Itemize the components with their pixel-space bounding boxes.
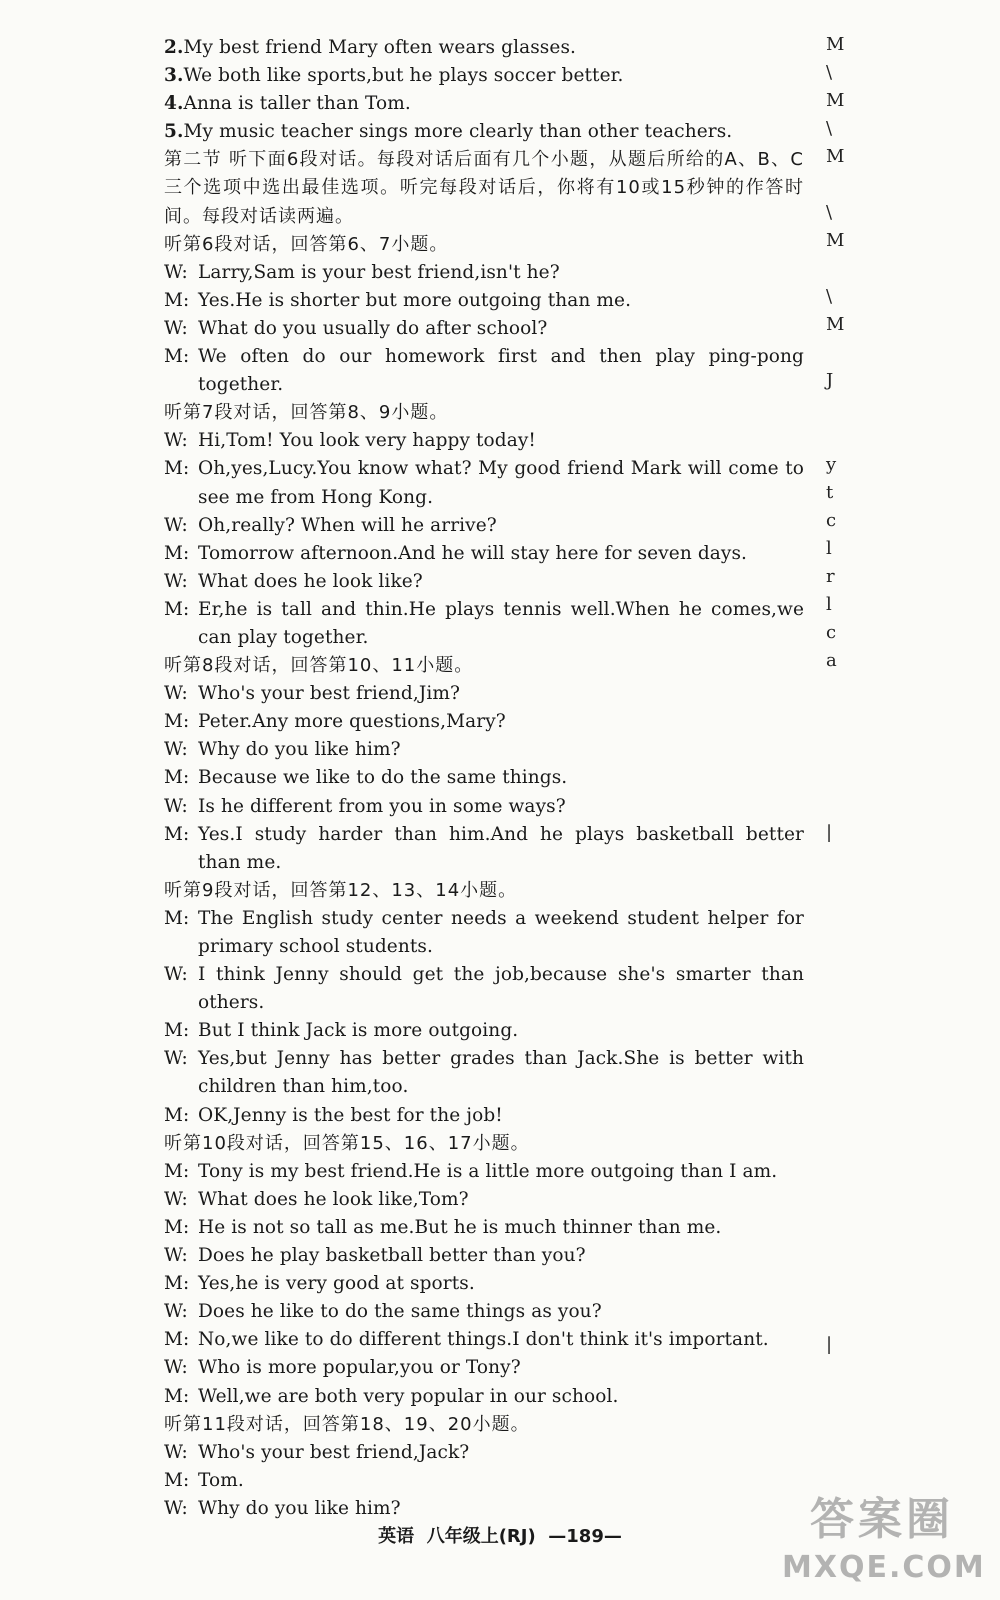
speaker-label: M: [164,907,190,929]
dialogue-line [164,343,804,399]
dialogue-text: Er,he is tall and thin.He plays tennis well.When he comes,we can play together. [198,598,804,648]
dialogue-text: But I think Jack is more outgoing. [198,1020,519,1042]
dialogue-text: OK,Jenny is the best for the job! [198,1104,503,1126]
dialogue-line [164,1045,804,1101]
speaker-label: M: [164,458,190,480]
speaker-label: M: [164,767,190,789]
speaker-label: W: [164,683,188,705]
dialogue-text: The English study center needs a weekend student helper for primary school students. [198,907,804,957]
dialogue-text: Oh,really? When will he arrive? [198,514,497,536]
dialogue-line [164,1270,804,1298]
dialogue-text: Yes,he is very good at sports. [198,1273,475,1295]
dialogue-line [164,315,804,343]
dialogue-text: Does he like to do the same things as you? [198,1301,602,1323]
dialogue-line [164,1383,804,1411]
dialogue-text: What does he look like? [198,570,423,592]
dialogues [164,231,804,1523]
speaker-label: W: [164,964,188,986]
dialogue-line [164,1102,804,1130]
speaker-label: W: [164,261,188,283]
dialogue-heading: 听第8段对话，回答第10、11小题。 [164,655,474,677]
dialogue-text: Oh,yes,Lucy.You know what? My good friend Mark will come to see me from Hong Kong. [198,458,804,508]
dialogue-line [164,1439,804,1467]
dialogue-text: Tony is my best friend.He is a little more outgoing than I am. [198,1160,778,1182]
dialogue-line [164,708,804,736]
document-page: 2.My best friend Mary often wears glasses. 3.We both like sports,but he plays soccer better. 4.Anna is taller than Tom. 5.My music teacher sings more clearly than other teachers. 第二节 听下面6段对话。每段对话后面有几个小题，从题后所给的A、B、C三个选项中选出最佳选项。听完每段对话后，你将有10或15秒钟的作答时间。每段对话读两遍。 听第6段对话，回答第6、7小题。 W: Larry,Sam is your best friend,isn't he? M: Yes.He is shorter but more outgoing than me. W: What do you usually do after school? M: We often do our homework first and then play ping-pong together. 听第7段对话，回答第8、9小题。 W: Hi,Tom! You look very happy today! M: Oh,yes,Lucy.You know what? My good friend Mark will come to see me from Hong Kong. W: Oh,really? When will he arrive? M: Tomorrow afternoon.And he will stay here for seven days. W: What does he look like? M: Er,he is tall and thin.He plays tennis well.When he comes,we can play together. 听第8段对话，回答第10、11小题。 W: Who's your best friend,Jim? M: Peter.Any more questions,Mary? W: Why do you like him? M: Because we like to do the same things. W: Is he different from you in some ways? M: Yes.I study harder than him.And he plays basketball better than me. 听第9段对话，回答第12、13、14小题。 M: The English study center needs a weekend student helper for primary school students. W: I think Jenny should get the job,because she's smarter than others. M: But I think Jack is more outgoing. W: Yes,but Jenny has better grades than Jack.She is better with children than him,too. M: OK,Jenny is the best for the job! 听第10段对话，回答第15、16、17小题。 M: Tony is my best friend.He is a little more outgoing than I am. W: What does he look like,Tom? M: He is not so tall as me.But he is much thinner than me. W: Does he play basketball better than you? M: Yes,he is very good at sports. W: Does he like to do the same things as you? M: No,we like to do different things.I don't think it's important. W: Who is more popular,you or Tony? M: Well,we are both very popular in our school. 听第11段对话，回答第18、19、20小题。 W: Who's your best friend,Jack? M: Tom. W: Why do you like him? M \ M \ M \ M \ M J y t c l r l c a | | 英语 八年级上(RJ) —189— 答案圈 MXQE.COM [0,0,1000,1600]
dialogue-line [164,736,804,764]
dialogue-line [164,512,804,540]
speaker-label: W: [164,1245,188,1267]
speaker-label: M: [164,542,190,564]
dialogue-text: Yes.He is shorter but more outgoing than me. [198,289,632,311]
dialogue-line [164,596,804,652]
dialogue-line [164,821,804,877]
dialogue-heading: 听第10段对话，回答第15、16、17小题。 [164,1132,530,1154]
speaker-label: M: [164,1329,190,1351]
dialogue-text: Who's your best friend,Jim? [198,683,461,705]
speaker-label: W: [164,570,188,592]
speaker-label: W: [164,1357,188,1379]
dialogue-line [164,1158,804,1186]
dialogue-line [164,1467,804,1495]
speaker-label: M: [164,289,190,311]
dialogue-line [164,961,804,1017]
dialogue-line [164,1298,804,1326]
dialogue-text: We often do our homework first and then play ping-pong together. [198,346,804,396]
dialogue-text: Yes,but Jenny has better grades than Jack.She is better with children than him,too. [198,1048,804,1098]
speaker-label: W: [164,430,188,452]
dialogue-heading: 听第7段对话，回答第8、9小题。 [164,402,449,424]
dialogue-text: Hi,Tom! You look very happy today! [198,430,536,452]
dialogue-line [164,1354,804,1382]
dialogue-text: Peter.Any more questions,Mary? [198,711,506,733]
speaker-label: W: [164,1188,188,1210]
dialogue-line [164,680,804,708]
speaker-label: W: [164,1048,188,1070]
dialogue-text: Tomorrow afternoon.And he will stay here for seven days. [198,542,748,564]
dialogue-line [164,427,804,455]
dialogue-line [164,1017,804,1045]
dialogue-text: Well,we are both very popular in our school. [198,1385,619,1407]
page-footer: 英语 八年级上(RJ) —189— [378,1526,622,1547]
speaker-label: M: [164,346,190,368]
dialogue-line [164,905,804,961]
speaker-label: W: [164,1301,188,1323]
dialogue-line [164,764,804,792]
item-2: 2.My best friend Mary often wears glasses. [164,37,577,58]
speaker-label: W: [164,514,188,536]
dialogue-text: He is not so tall as me.But he is much thinner than me. [198,1216,722,1238]
dialogue-text: Who is more popular,you or Tony? [198,1357,521,1379]
speaker-label: W: [164,739,188,761]
speaker-label: W: [164,795,188,817]
speaker-label: M: [164,711,190,733]
speaker-label: M: [164,823,190,845]
dialogue-line [164,793,804,821]
dialogue-text: Because we like to do the same things. [198,767,568,789]
dialogue-heading: 听第11段对话，回答第18、19、20小题。 [164,1413,530,1435]
speaker-label: W: [164,1497,188,1519]
dialogue-line [164,259,804,287]
item-5: 5.My music teacher sings more clearly than other teachers. [164,121,733,143]
dialogue-line [164,1214,804,1242]
watermark-logo: 答案圈 MXQE.COM [782,1494,986,1585]
speaker-label: M: [164,598,190,620]
speaker-label: M: [164,1385,190,1407]
section-2-intro: 第二节 听下面6段对话。每段对话后面有几个小题，从题后所给的A、B、C三个选项中选出最佳选项。听完每段对话后，你将有10或15秒钟的作答时间。每段对话读两遍。 [164,149,804,227]
dialogue-text: Who's your best friend,Jack? [198,1441,470,1463]
dialogue-line [164,1326,804,1354]
speaker-label: W: [164,317,188,339]
speaker-label: M: [164,1104,190,1126]
dialogue-text: What does he look like,Tom? [198,1188,469,1210]
dialogue-line [164,568,804,596]
dialogue-text: Larry,Sam is your best friend,isn't he? [198,261,560,283]
dialogue-line [164,1495,804,1523]
dialogue-text: Why do you like him? [198,1497,401,1519]
dialogue-heading: 听第6段对话，回答第6、7小题。 [164,233,449,255]
dialogue-text: Does he play basketball better than you? [198,1245,586,1267]
speaker-label: M: [164,1273,190,1295]
dialogue-text: Why do you like him? [198,739,401,761]
item-4: 4.Anna is taller than Tom. [164,93,411,115]
dialogue-text: Is he different from you in some ways? [198,795,566,817]
dialogue-text: Yes.I study harder than him.And he plays basketball better than me. [198,823,804,873]
speaker-label: M: [164,1160,190,1182]
speaker-label: M: [164,1469,190,1491]
dialogue-line [164,1186,804,1214]
speaker-label: M: [164,1020,190,1042]
page-content [164,34,804,1523]
dialogue-text: No,we like to do different things.I don't think it's important. [198,1329,769,1351]
dialogue-line [164,1242,804,1270]
dialogue-heading: 听第9段对话，回答第12、13、14小题。 [164,879,518,901]
item-3: 3.We both like sports,but he plays soccer better. [164,65,624,87]
dialogue-line [164,287,804,315]
dialogue-text: Tom. [198,1469,244,1491]
dialogue-text: I think Jenny should get the job,because she's smarter than others. [198,964,804,1014]
dialogue-text: What do you usually do after school? [198,317,548,339]
dialogue-line [164,455,804,511]
speaker-label: M: [164,1216,190,1238]
speaker-label: W: [164,1441,188,1463]
dialogue-line [164,540,804,568]
